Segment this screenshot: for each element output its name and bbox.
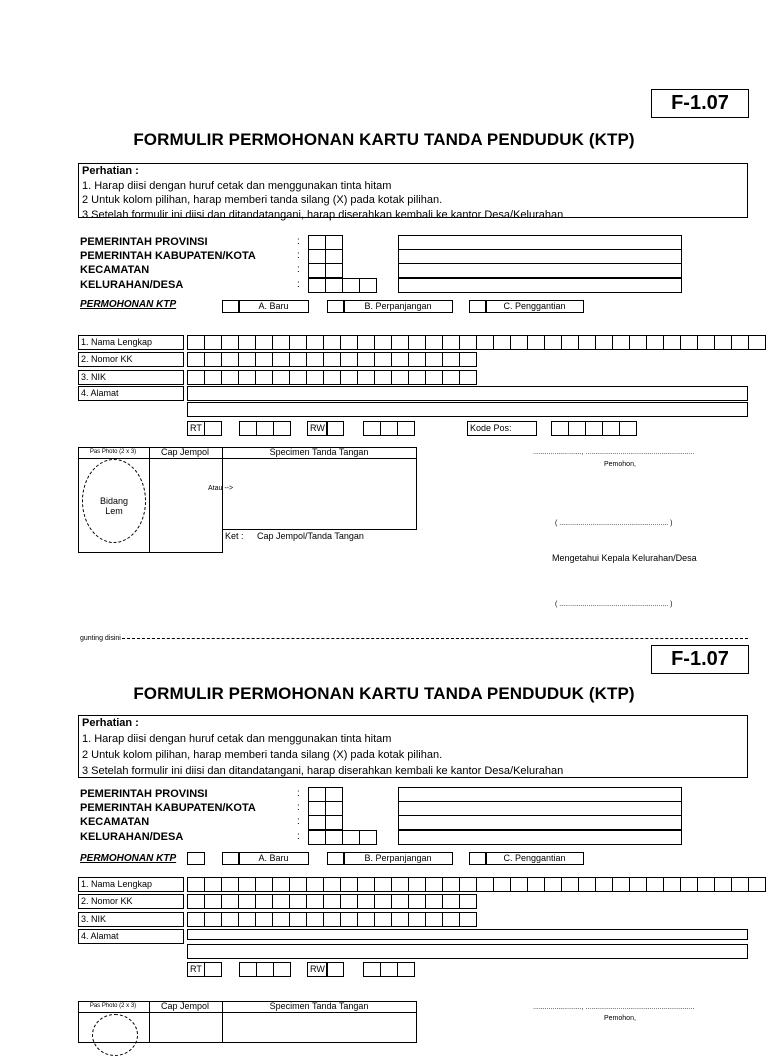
input-cell[interactable] [425, 335, 443, 350]
alamat-field-1[interactable] [187, 929, 748, 940]
label-kode-pos: Kode Pos: [467, 421, 537, 436]
input-cell[interactable] [325, 278, 343, 293]
notice-line-1: 1. Harap diisi dengan huruf cetak dan menggunakan tinta hitam [82, 732, 392, 745]
nama-cells[interactable] [187, 877, 765, 892]
input-cell[interactable] [612, 335, 630, 350]
input-cell[interactable] [561, 335, 579, 350]
input-cell[interactable] [357, 370, 375, 385]
input-cell[interactable] [221, 894, 239, 909]
provinsi-name-field[interactable] [398, 235, 682, 250]
input-cell[interactable] [204, 352, 222, 367]
input-cell[interactable] [629, 335, 647, 350]
label-kk: 2. Nomor KK [78, 352, 184, 367]
input-cell[interactable] [493, 877, 511, 892]
glue-area-label [82, 496, 146, 516]
notice-heading: Perhatian : [82, 717, 139, 729]
kecamatan-name-field[interactable] [398, 815, 682, 830]
input-cell[interactable] [255, 370, 273, 385]
option-perpanjangan: B. Perpanjangan [343, 300, 453, 313]
input-cell[interactable] [306, 352, 324, 367]
input-cell[interactable] [342, 278, 360, 293]
input-cell[interactable] [731, 877, 749, 892]
kabupaten-name-field[interactable] [398, 801, 682, 816]
input-cell[interactable] [697, 335, 715, 350]
label-kelurahan: KELURAHAN/DESA [80, 831, 184, 843]
notice-box [78, 163, 748, 221]
input-cell[interactable] [308, 235, 326, 250]
rt-cells[interactable] [239, 962, 290, 977]
rw-cell[interactable] [326, 421, 343, 436]
input-cell[interactable] [357, 894, 375, 909]
colon: : [297, 279, 300, 290]
input-cell[interactable] [551, 421, 569, 436]
input-cell[interactable] [442, 335, 460, 350]
cut-label: gunting disini [80, 635, 121, 642]
input-cell[interactable] [187, 877, 205, 892]
input-cell[interactable] [255, 335, 273, 350]
rt-cell[interactable] [204, 962, 221, 977]
input-cell[interactable] [374, 335, 392, 350]
mengetahui-label: Mengetahui Kepala Kelurahan/Desa [552, 553, 697, 563]
input-cell[interactable] [325, 830, 343, 845]
input-cell[interactable] [619, 421, 637, 436]
input-cell[interactable] [374, 877, 392, 892]
label-rw: RW [307, 962, 328, 977]
input-cell[interactable] [663, 877, 681, 892]
thumbprint-box[interactable] [148, 447, 223, 553]
label-nik: 3. NIK [78, 370, 184, 385]
input-cell[interactable] [459, 335, 477, 350]
alamat-field-2[interactable] [187, 402, 748, 417]
input-cell[interactable] [323, 894, 341, 909]
input-cell[interactable] [544, 877, 562, 892]
label-pas-photo: Pas Photo (2 x 3) [78, 1001, 148, 1013]
notice-line-2: 2 Untuk kolom pilihan, harap memberi tanda silang (X) pada kotak pilihan. [82, 194, 443, 206]
lem-text: Lem [105, 506, 123, 516]
input-cell[interactable] [272, 912, 290, 927]
input-cell[interactable] [323, 912, 341, 927]
kabupaten-code-cells[interactable] [308, 249, 342, 264]
input-cell[interactable] [187, 335, 205, 350]
input-cell[interactable] [326, 421, 344, 436]
colon: : [297, 788, 300, 799]
input-cell[interactable] [289, 894, 307, 909]
input-cell[interactable] [308, 830, 326, 845]
input-cell[interactable] [256, 421, 274, 436]
input-cell[interactable] [731, 335, 749, 350]
label-rt: RT [187, 421, 205, 436]
input-cell[interactable] [391, 894, 409, 909]
input-cell[interactable] [221, 352, 239, 367]
input-cell[interactable] [306, 912, 324, 927]
input-cell[interactable] [340, 877, 358, 892]
input-cell[interactable] [442, 894, 460, 909]
input-cell[interactable] [408, 877, 426, 892]
input-cell[interactable] [544, 335, 562, 350]
label-alamat: 4. Alamat [78, 929, 184, 944]
label-kelurahan: KELURAHAN/DESA [80, 279, 184, 291]
label-cap-jempol: Cap Jempol [148, 447, 222, 459]
input-cell[interactable] [238, 370, 256, 385]
input-cell[interactable] [391, 912, 409, 927]
input-cell[interactable] [289, 912, 307, 927]
label-nama: 1. Nama Lengkap [78, 877, 184, 892]
permohonan-label: PERMOHONAN KTP [80, 299, 177, 310]
input-cell[interactable] [340, 335, 358, 350]
input-cell[interactable] [239, 421, 257, 436]
input-cell[interactable] [221, 335, 239, 350]
input-cell[interactable] [442, 877, 460, 892]
input-cell[interactable] [397, 962, 415, 977]
kelurahan-name-field[interactable] [398, 278, 682, 293]
bidang-text: Bidang [99, 496, 129, 506]
input-cell[interactable] [272, 335, 290, 350]
input-cell[interactable] [408, 352, 426, 367]
option-baru: A. Baru [238, 852, 309, 865]
nik-cells[interactable] [187, 912, 476, 927]
input-cell[interactable] [646, 877, 664, 892]
input-cell[interactable] [255, 894, 273, 909]
input-cell[interactable] [187, 894, 205, 909]
option-perpanjangan: B. Perpanjangan [343, 852, 453, 865]
input-cell[interactable] [425, 877, 443, 892]
input-cell[interactable] [255, 912, 273, 927]
input-cell[interactable] [204, 912, 222, 927]
colon: : [297, 816, 300, 827]
input-cell[interactable] [578, 335, 596, 350]
kabupaten-code-cells[interactable] [308, 801, 342, 816]
input-cell[interactable] [425, 352, 443, 367]
input-cell[interactable] [204, 421, 222, 436]
input-cell[interactable] [306, 877, 324, 892]
atau-arrow: Atau --> [208, 485, 234, 492]
input-cell[interactable] [374, 370, 392, 385]
input-cell[interactable] [187, 352, 205, 367]
input-cell[interactable] [476, 335, 494, 350]
input-cell[interactable] [568, 421, 586, 436]
input-cell[interactable] [323, 370, 341, 385]
input-cell[interactable] [204, 877, 222, 892]
input-cell[interactable] [442, 912, 460, 927]
input-cell[interactable] [289, 335, 307, 350]
kk-cells[interactable] [187, 894, 476, 909]
input-cell[interactable] [363, 962, 381, 977]
input-cell[interactable] [359, 830, 377, 845]
input-cell[interactable] [204, 894, 222, 909]
kelurahan-name-field[interactable] [398, 830, 682, 845]
input-cell[interactable] [391, 877, 409, 892]
cut-line [122, 638, 748, 639]
input-cell[interactable] [408, 912, 426, 927]
input-cell[interactable] [561, 877, 579, 892]
pemohon-label: Pemohon, [604, 1015, 636, 1022]
input-cell[interactable] [239, 962, 257, 977]
nik-cells[interactable] [187, 370, 476, 385]
input-cell[interactable] [578, 877, 596, 892]
input-cell[interactable] [425, 912, 443, 927]
alamat-field-2[interactable] [187, 944, 748, 959]
input-cell[interactable] [425, 894, 443, 909]
input-cell[interactable] [714, 877, 732, 892]
provinsi-name-field[interactable] [398, 787, 682, 802]
signature-box[interactable] [222, 447, 417, 530]
nama-cells[interactable] [187, 335, 765, 350]
notice-line-2: 2 Untuk kolom pilihan, harap memberi tanda silang (X) pada kotak pilihan. [82, 748, 443, 761]
input-cell[interactable] [255, 877, 273, 892]
input-cell[interactable] [697, 877, 715, 892]
alamat-field-1[interactable] [187, 386, 748, 401]
label-alamat: 4. Alamat [78, 386, 184, 401]
provinsi-code-cells[interactable] [308, 235, 342, 250]
label-provinsi: PEMERINTAH PROVINSI [80, 788, 208, 800]
input-cell[interactable] [306, 370, 324, 385]
input-cell[interactable] [340, 370, 358, 385]
glue-area-oval [92, 1014, 138, 1056]
input-cell[interactable] [442, 370, 460, 385]
input-cell[interactable] [340, 894, 358, 909]
kepala-name-line: ( ........................................................ ) [555, 601, 673, 608]
input-cell[interactable] [238, 352, 256, 367]
input-cell[interactable] [663, 335, 681, 350]
input-cell[interactable] [374, 352, 392, 367]
input-cell[interactable] [425, 370, 443, 385]
input-cell[interactable] [325, 235, 343, 250]
option-baru: A. Baru [238, 300, 309, 313]
input-cell[interactable] [325, 249, 343, 264]
kabupaten-name-field[interactable] [398, 249, 682, 264]
input-cell[interactable] [187, 370, 205, 385]
input-cell[interactable] [187, 912, 205, 927]
input-cell[interactable] [308, 801, 326, 816]
rt-cells[interactable] [239, 421, 290, 436]
input-cell[interactable] [602, 421, 620, 436]
input-cell[interactable] [408, 335, 426, 350]
pemohon-label: Pemohon, [604, 461, 636, 468]
input-cell[interactable] [527, 877, 545, 892]
input-cell[interactable] [510, 877, 528, 892]
input-cell[interactable] [493, 335, 511, 350]
input-cell[interactable] [748, 877, 766, 892]
input-cell[interactable] [380, 421, 398, 436]
form-title: FORMULIR PERMOHONAN KARTU TANDA PENDUDUK (KTP) [133, 684, 635, 703]
input-cell[interactable] [397, 421, 415, 436]
input-cell[interactable] [391, 370, 409, 385]
input-cell[interactable] [459, 877, 477, 892]
rt-cell[interactable] [204, 421, 221, 436]
input-cell[interactable] [459, 352, 477, 367]
input-cell[interactable] [289, 877, 307, 892]
input-cell[interactable] [273, 962, 291, 977]
pemohon-name-line: ( ........................................................ ) [555, 520, 673, 527]
input-cell[interactable] [340, 912, 358, 927]
input-cell[interactable] [323, 352, 341, 367]
rw-cells[interactable] [363, 421, 414, 436]
ket-value: Cap Jempol/Tanda Tangan [257, 531, 364, 541]
input-cell[interactable] [323, 877, 341, 892]
kecamatan-code-cells[interactable] [308, 815, 342, 830]
input-cell[interactable] [204, 370, 222, 385]
input-cell[interactable] [585, 421, 603, 436]
provinsi-code-cells[interactable] [308, 787, 342, 802]
input-cell[interactable] [204, 962, 222, 977]
input-cell[interactable] [306, 894, 324, 909]
input-cell[interactable] [342, 830, 360, 845]
notice-line-1: 1. Harap diisi dengan huruf cetak dan menggunakan tinta hitam [82, 179, 392, 192]
colon: : [297, 831, 300, 842]
input-cell[interactable] [714, 335, 732, 350]
kelurahan-code-cells[interactable] [308, 278, 376, 293]
permohonan-checkbox[interactable] [187, 852, 205, 865]
notice-line-3: 3 Setelah formulir ini diisi dan ditandatangani, harap diserahkan kembali ke kantor Desa/Kelurahan [82, 208, 564, 221]
input-cell[interactable] [680, 877, 698, 892]
input-cell[interactable] [308, 278, 326, 293]
input-cell[interactable] [306, 335, 324, 350]
input-cell[interactable] [357, 912, 375, 927]
input-cell[interactable] [308, 815, 326, 830]
colon: : [297, 236, 300, 247]
input-cell[interactable] [408, 370, 426, 385]
input-cell[interactable] [325, 263, 343, 278]
input-cell[interactable] [357, 877, 375, 892]
input-cell[interactable] [374, 894, 392, 909]
label-cap-jempol: Cap Jempol [148, 1001, 222, 1013]
kelurahan-code-cells[interactable] [308, 830, 376, 845]
input-cell[interactable] [325, 787, 343, 802]
notice-line-3: 3 Setelah formulir ini diisi dan ditandatangani, harap diserahkan kembali ke kantor Desa/Kelurahan [82, 764, 564, 777]
input-cell[interactable] [595, 877, 613, 892]
label-nik: 3. NIK [78, 912, 184, 927]
input-cell[interactable] [326, 962, 344, 977]
label-kabupaten: PEMERINTAH KABUPATEN/KOTA [80, 250, 256, 262]
kode-pos-cells[interactable] [551, 421, 636, 436]
input-cell[interactable] [374, 912, 392, 927]
input-cell[interactable] [221, 877, 239, 892]
input-cell[interactable] [646, 335, 664, 350]
kecamatan-name-field[interactable] [398, 263, 682, 278]
option-penggantian: C. Penggantian [485, 300, 584, 313]
label-rt: RT [187, 962, 205, 977]
input-cell[interactable] [459, 370, 477, 385]
input-cell[interactable] [308, 249, 326, 264]
rw-cell[interactable] [326, 962, 343, 977]
input-cell[interactable] [391, 335, 409, 350]
input-cell[interactable] [256, 962, 274, 977]
input-cell[interactable] [595, 335, 613, 350]
input-cell[interactable] [323, 335, 341, 350]
ket-label: Ket : [225, 531, 244, 541]
input-cell[interactable] [510, 335, 528, 350]
form-title: FORMULIR PERMOHONAN KARTU TANDA PENDUDUK (KTP) [133, 130, 635, 149]
input-cell[interactable] [289, 370, 307, 385]
input-cell[interactable] [238, 877, 256, 892]
input-cell[interactable] [391, 352, 409, 367]
input-cell[interactable] [221, 370, 239, 385]
kecamatan-code-cells[interactable] [308, 263, 342, 278]
permohonan-label: PERMOHONAN KTP [80, 853, 177, 864]
label-kabupaten: PEMERINTAH KABUPATEN/KOTA [80, 802, 256, 814]
input-cell[interactable] [357, 352, 375, 367]
label-specimen: Specimen Tanda Tangan [222, 1001, 416, 1013]
input-cell[interactable] [357, 335, 375, 350]
input-cell[interactable] [748, 335, 766, 350]
input-cell[interactable] [272, 894, 290, 909]
input-cell[interactable] [408, 894, 426, 909]
input-cell[interactable] [238, 912, 256, 927]
input-cell[interactable] [325, 801, 343, 816]
input-cell[interactable] [380, 962, 398, 977]
input-cell[interactable] [272, 877, 290, 892]
input-cell[interactable] [459, 894, 477, 909]
form-code: F-1.07 [651, 89, 749, 118]
notice-heading: Perhatian : [82, 165, 139, 177]
kk-cells[interactable] [187, 352, 476, 367]
input-cell[interactable] [308, 787, 326, 802]
label-kecamatan: KECAMATAN [80, 816, 150, 828]
input-cell[interactable] [221, 912, 239, 927]
input-cell[interactable] [459, 912, 477, 927]
input-cell[interactable] [272, 352, 290, 367]
place-date-line: ........................., ........................................................ [533, 1004, 695, 1011]
input-cell[interactable] [680, 335, 698, 350]
input-cell[interactable] [612, 877, 630, 892]
input-cell[interactable] [325, 815, 343, 830]
input-cell[interactable] [476, 877, 494, 892]
input-cell[interactable] [340, 352, 358, 367]
input-cell[interactable] [273, 421, 291, 436]
input-cell[interactable] [359, 278, 377, 293]
input-cell[interactable] [238, 335, 256, 350]
colon: : [297, 250, 300, 261]
input-cell[interactable] [238, 894, 256, 909]
input-cell[interactable] [255, 352, 273, 367]
place-date-line: ........................., ........................................................ [533, 449, 695, 456]
input-cell[interactable] [289, 352, 307, 367]
notice-box [78, 715, 748, 778]
label-nama: 1. Nama Lengkap [78, 335, 184, 350]
form-code: F-1.07 [651, 645, 749, 674]
rw-cells[interactable] [363, 962, 414, 977]
input-cell[interactable] [204, 335, 222, 350]
input-cell[interactable] [363, 421, 381, 436]
label-pas-photo: Pas Photo (2 x 3) [78, 447, 148, 459]
label-specimen: Specimen Tanda Tangan [222, 447, 416, 459]
colon: : [297, 264, 300, 275]
input-cell[interactable] [442, 352, 460, 367]
label-kecamatan: KECAMATAN [80, 264, 150, 276]
label-rw: RW [307, 421, 328, 436]
input-cell[interactable] [272, 370, 290, 385]
option-penggantian: C. Penggantian [485, 852, 584, 865]
colon: : [297, 802, 300, 813]
input-cell[interactable] [527, 335, 545, 350]
label-provinsi: PEMERINTAH PROVINSI [80, 236, 208, 248]
input-cell[interactable] [308, 263, 326, 278]
label-kk: 2. Nomor KK [78, 894, 184, 909]
input-cell[interactable] [629, 877, 647, 892]
